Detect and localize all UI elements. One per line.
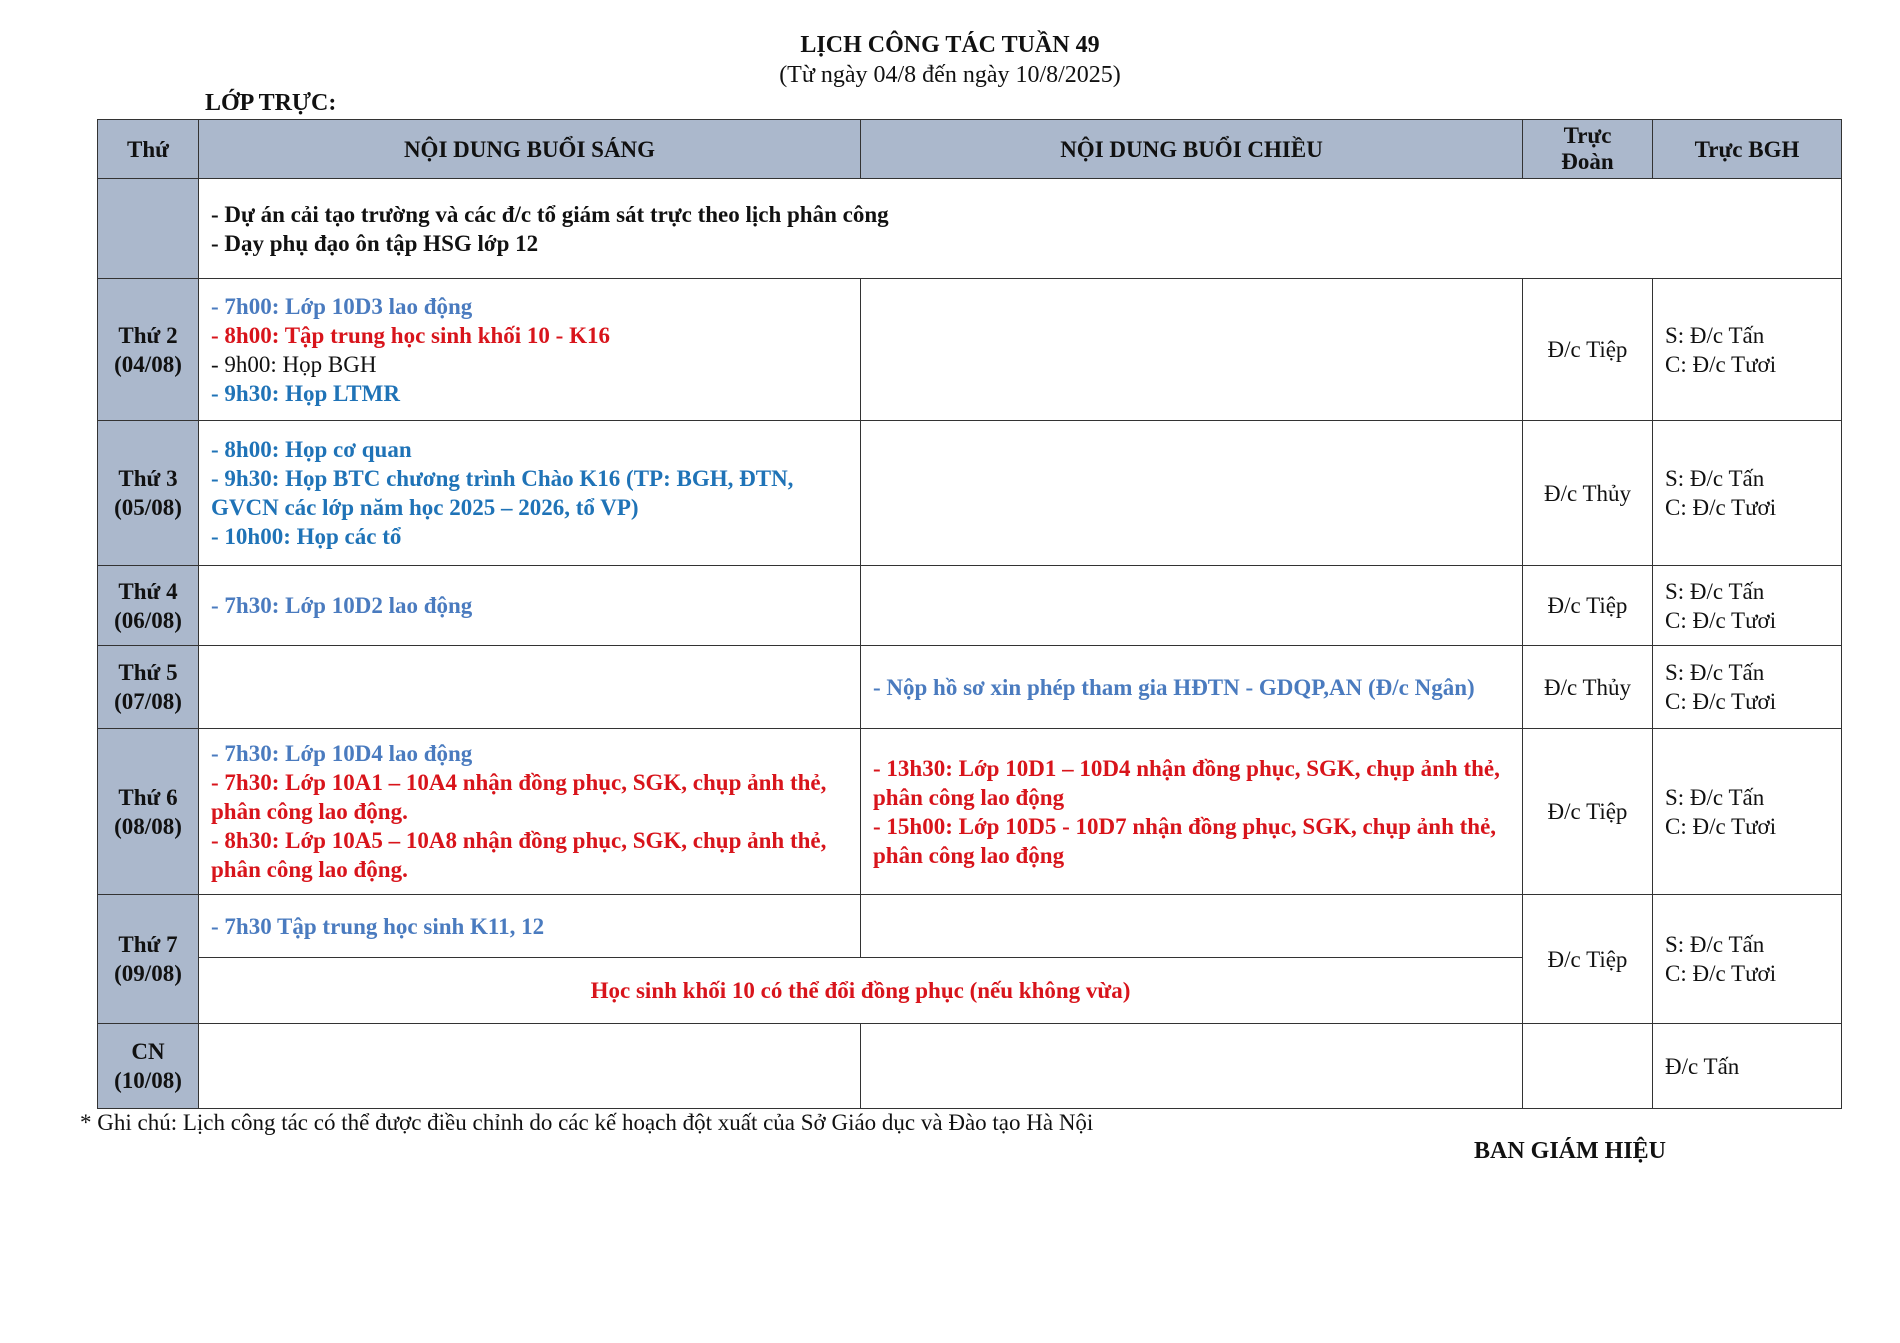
bgh-duty-cell <box>1653 729 1842 895</box>
day-cell <box>98 1024 199 1109</box>
morning-item: - 7h30: Lớp 10D2 lao động <box>211 593 473 618</box>
union-duty-cell: Đ/c Tiệp <box>1523 279 1653 421</box>
morning-item: - 9h30: Họp BTC chương trình Chào K16 (TP: BGH, ĐTN, GVCN các lớp năm học 2025 – 2026, tổ VP) <box>211 466 794 520</box>
afternoon-item: - Nộp hồ sơ xin phép tham gia HĐTN - GDQP,AN (Đ/c Ngân) <box>873 674 1475 700</box>
day-name: Thứ 6 <box>118 784 178 810</box>
general-day-cell <box>98 179 199 279</box>
schedule-table <box>97 119 1842 1109</box>
union-duty-cell <box>1523 1024 1653 1109</box>
morning-item: - 7h30: Lớp 10A1 – 10A4 nhận đồng phục, SGK, chụp ảnh thẻ, phân công lao động. <box>211 770 827 824</box>
morning-item: - 8h30: Lớp 10A5 – 10A8 nhận đồng phục, SGK, chụp ảnh thẻ, phân công lao động. <box>211 828 827 882</box>
bgh-afternoon: C: Đ/c Tươi <box>1665 961 1777 986</box>
day-name: Thứ 4 <box>118 578 178 604</box>
union-duty-cell: Đ/c Tiệp <box>1523 729 1653 895</box>
table-row-thu <box>98 646 1842 729</box>
signature: BAN GIÁM HIỆU <box>1474 1138 1667 1164</box>
morning-cell <box>199 279 861 421</box>
bgh-morning: S: Đ/c Tấn <box>1665 466 1765 491</box>
bgh-morning: S: Đ/c Tấn <box>1665 322 1765 348</box>
union-duty-cell: Đ/c Thủy <box>1523 646 1653 729</box>
day-cell <box>98 895 199 1024</box>
morning-cell <box>199 729 861 895</box>
bgh-afternoon: C: Đ/c Tươi <box>1665 607 1777 633</box>
general-cell <box>199 179 1842 279</box>
afternoon-item: - 13h30: Lớp 10D1 – 10D4 nhận đồng phục, SGK, chụp ảnh thẻ, phân công lao động <box>873 755 1500 810</box>
table-row-tue <box>98 421 1842 566</box>
afternoon-cell <box>861 895 1523 958</box>
day-name: Thứ 3 <box>118 466 178 491</box>
afternoon-cell <box>861 566 1523 646</box>
bgh-morning: S: Đ/c Tấn <box>1665 932 1765 957</box>
table-row-fri <box>98 729 1842 895</box>
day-name: Thứ 7 <box>118 932 178 957</box>
day-date: (09/08) <box>114 961 182 986</box>
page-title: LỊCH CÔNG TÁC TUẦN 49 <box>800 32 1100 58</box>
day-cell <box>98 566 199 646</box>
footnote: * Ghi chú: Lịch công tác có thể được điều chỉnh do các kế hoạch đột xuất của Sở Giáo dục và Đào tạo Hà Nội <box>80 1110 1094 1135</box>
morning-cell <box>199 1024 861 1109</box>
bgh-duty-cell <box>1653 421 1842 566</box>
bgh-afternoon: C: Đ/c Tươi <box>1665 689 1777 714</box>
bgh-duty-cell <box>1653 566 1842 646</box>
morning-item: - 8h00: Tập trung học sinh khối 10 - K16 <box>211 322 610 348</box>
day-cell <box>98 646 199 729</box>
bgh-morning: S: Đ/c Tấn <box>1665 784 1765 810</box>
bgh-afternoon: C: Đ/c Tươi <box>1665 351 1777 377</box>
table-row-wed <box>98 566 1842 646</box>
morning-item: - 10h00: Họp các tổ <box>211 524 402 549</box>
union-duty-cell: Đ/c Thủy <box>1523 421 1653 566</box>
bgh-duty-cell <box>1653 646 1842 729</box>
day-name: Thứ 5 <box>118 660 178 685</box>
day-cell <box>98 279 199 421</box>
col-union-duty-header <box>1523 120 1653 179</box>
morning-item: - 9h00: Họp BGH <box>211 351 377 377</box>
union-duty-cell: Đ/c Tiệp <box>1523 566 1653 646</box>
col-morning-header: NỘI DUNG BUỔI SÁNG <box>199 120 861 179</box>
date-range: (Từ ngày 04/8 đến ngày 10/8/2025) <box>779 62 1121 88</box>
day-name: Thứ 2 <box>118 322 178 348</box>
morning-item: - 7h00: Lớp 10D3 lao động <box>211 293 473 319</box>
day-date: (10/08) <box>114 1068 182 1093</box>
header-row <box>98 120 1842 179</box>
table-row-sat <box>98 895 1842 958</box>
afternoon-item: - 15h00: Lớp 10D5 - 10D7 nhận đồng phục, SGK, chụp ảnh thẻ, phân công lao động <box>873 813 1497 868</box>
afternoon-cell <box>861 729 1523 895</box>
afternoon-cell <box>861 646 1523 729</box>
col-day-header: Thứ <box>98 120 199 179</box>
bgh-morning: S: Đ/c Tấn <box>1665 660 1765 685</box>
union-duty-header-line2: Đoàn <box>1561 149 1614 174</box>
general-item: - Dự án cải tạo trường và các đ/c tổ giám sát trực theo lịch phân công <box>211 201 889 227</box>
union-duty-cell: Đ/c Tiệp <box>1523 895 1653 1024</box>
notice-cell: Học sinh khối 10 có thể đổi đồng phục (nếu không vừa) <box>199 958 1523 1024</box>
table-row-mon <box>98 279 1842 421</box>
morning-cell <box>199 421 861 566</box>
bgh-afternoon: C: Đ/c Tươi <box>1665 813 1777 839</box>
afternoon-cell <box>861 279 1523 421</box>
morning-cell <box>199 895 861 958</box>
morning-item: - 7h30 Tập trung học sinh K11, 12 <box>211 913 545 939</box>
day-date: (06/08) <box>114 607 182 633</box>
bgh-morning: S: Đ/c Tấn <box>1665 578 1765 604</box>
general-row <box>98 179 1842 279</box>
day-cell <box>98 421 199 566</box>
morning-cell <box>199 566 861 646</box>
bgh-duty-cell <box>1653 895 1842 1024</box>
day-date: (05/08) <box>114 495 182 520</box>
morning-cell <box>199 646 861 729</box>
general-item: - Dạy phụ đạo ôn tập HSG lớp 12 <box>211 230 539 256</box>
day-date: (04/08) <box>114 351 182 377</box>
union-duty-header-line1: Trực <box>1563 123 1612 148</box>
morning-item: - 9h30: Họp LTMR <box>211 380 400 406</box>
day-date: (08/08) <box>114 813 182 839</box>
bgh-afternoon: C: Đ/c Tươi <box>1665 495 1777 520</box>
afternoon-cell <box>861 1024 1523 1109</box>
day-name: CN <box>131 1039 165 1064</box>
day-cell <box>98 729 199 895</box>
afternoon-cell <box>861 421 1523 566</box>
morning-item: - 8h00: Họp cơ quan <box>211 437 412 462</box>
bgh-duty-cell: Đ/c Tấn <box>1653 1024 1842 1109</box>
bgh-duty-cell <box>1653 279 1842 421</box>
col-bgh-duty-header: Trực BGH <box>1653 120 1842 179</box>
col-afternoon-header: NỘI DUNG BUỔI CHIỀU <box>861 120 1523 179</box>
table-row-sun <box>98 1024 1842 1109</box>
day-date: (07/08) <box>114 689 182 714</box>
duty-class-label: LỚP TRỰC: <box>205 90 337 116</box>
morning-item: - 7h30: Lớp 10D4 lao động <box>211 741 473 766</box>
